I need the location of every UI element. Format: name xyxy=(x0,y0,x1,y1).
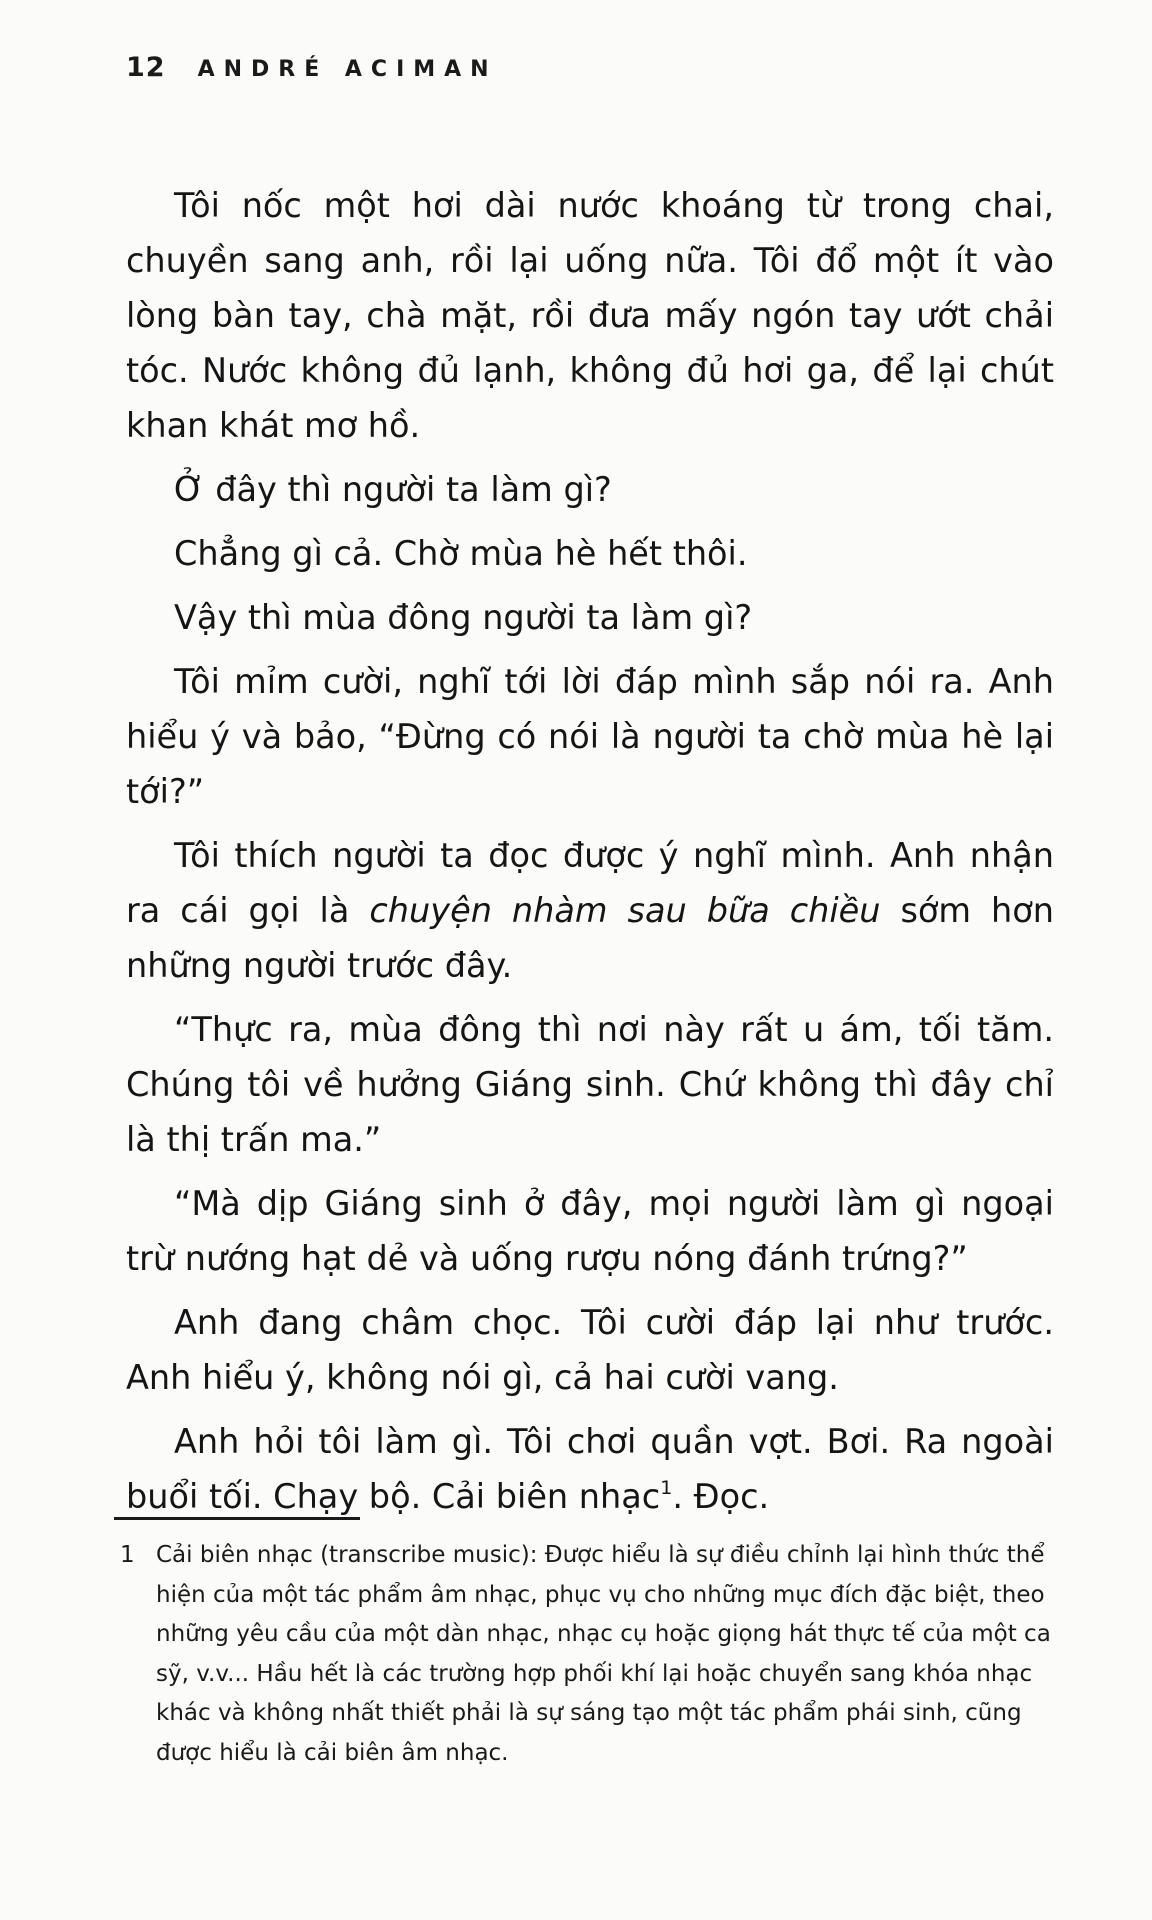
paragraph-7: “Thực ra, mùa đông thì nơi này rất u ám, tối tăm. Chúng tôi về hưởng Giáng sinh. Chứ không thì đây chỉ là thị trấn ma.” xyxy=(126,1010,1054,1159)
paragraph-3: Chẳng gì cả. Chờ mùa hè hết thôi. xyxy=(174,534,748,573)
paragraph-4: Vậy thì mùa đông người ta làm gì? xyxy=(174,598,753,637)
running-head xyxy=(126,52,498,83)
footnote-divider xyxy=(114,1517,360,1520)
paragraph-6-end: sớm hơn những người trước đây. xyxy=(126,891,1054,985)
paragraph-10-end: . Đọc. xyxy=(672,1477,770,1516)
paragraph-9: Anh đang châm chọc. Tôi cười đáp lại như trước. Anh hiểu ý, không nói gì, cả hai cười vang. xyxy=(126,1303,1054,1397)
paragraph-1: Tôi nốc một hơi dài nước khoáng từ trong chai, chuyền sang anh, rồi lại uống nữa. Tôi đổ một ít vào lòng bàn tay, chà mặt, rồi đưa mấy ngón tay ướt chải tóc. Nước không đủ lạnh, không đủ hơi ga, để lại chút khan khát mơ hồ. xyxy=(126,186,1054,445)
paragraph-6 xyxy=(126,828,1054,993)
footnote-text: Cải biên nhạc (transcribe music): Được hiểu là sự điều chỉnh lại hình thức thể hiện của một tác phẩm âm nhạc, phục vụ cho những mục đích đặc biệt, theo những yêu cầu của một dàn nhạc, nhạc cụ hoặc giọng hát thực tế của một ca sỹ, v.v... Hầu hết là các trường hợp phối khí lại hoặc chuyển sang khóa nhạc khác và không nhất thiết phải là sự sáng tạo một tác phẩm phái sinh, cũng được hiểu là cải biên âm nhạc. xyxy=(156,1542,1051,1766)
page-number: 12 xyxy=(126,52,166,83)
footnote-number: 1 xyxy=(120,1542,135,1568)
paragraph-2: Ở đây thì người ta làm gì? xyxy=(174,470,612,509)
body-text xyxy=(126,178,1054,1533)
paragraph-6-start: Tôi thích người ta đọc được ý nghĩ mình. Anh nhận ra cái gọi là xyxy=(126,836,1054,930)
italic-phrase: chuyện nhàm sau bữa chiều xyxy=(369,891,881,930)
paragraph-5: Tôi mỉm cười, nghĩ tới lời đáp mình sắp nói ra. Anh hiểu ý và bảo, “Đừng có nói là người ta chờ mùa hè lại tới?” xyxy=(126,662,1054,811)
paragraph-10 xyxy=(126,1414,1054,1524)
author-name: ANDRÉ ACIMAN xyxy=(197,57,498,82)
footnote-reference: 1 xyxy=(660,1477,673,1499)
paragraph-8: “Mà dịp Giáng sinh ở đây, mọi người làm gì ngoại trừ nướng hạt dẻ và uống rượu nóng đánh trứng?” xyxy=(126,1184,1054,1278)
paragraph-10-start: Anh hỏi tôi làm gì. Tôi chơi quần vợt. Bơi. Ra ngoài buổi tối. Chạy bộ. Cải biên nhạc xyxy=(126,1422,1054,1516)
footnote xyxy=(120,1536,1066,1773)
